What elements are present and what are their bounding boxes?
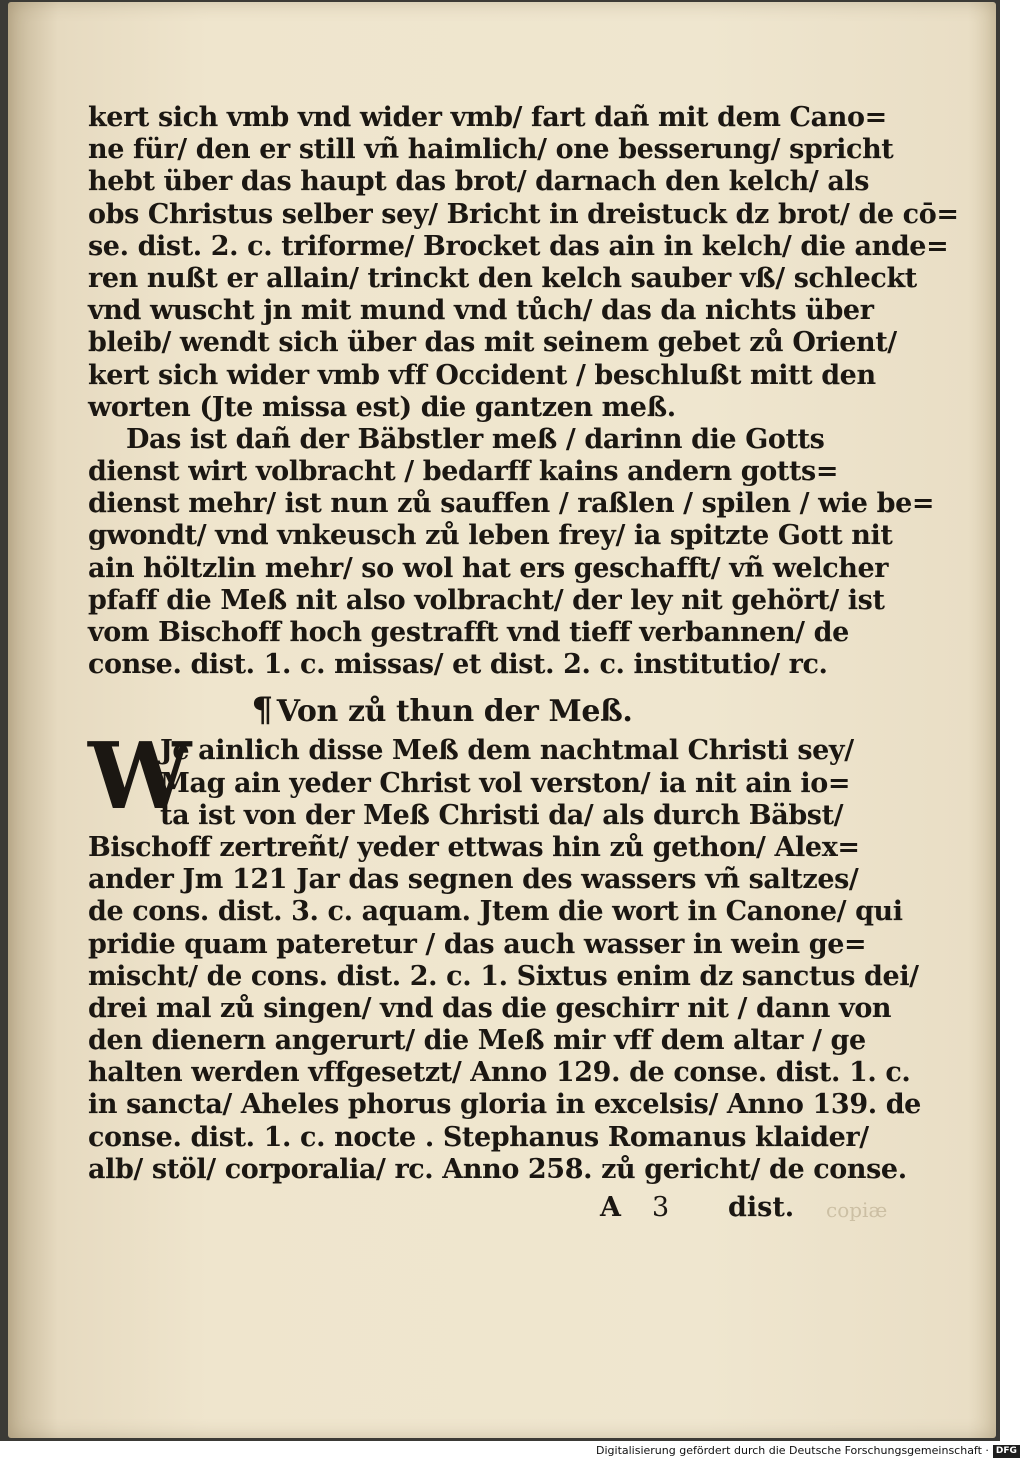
text-line: in sancta/ Aheles phorus gloria in excelsis/ Anno 139. de — [88, 1089, 921, 1121]
section-heading-text: Von zů thun der Meß. — [276, 694, 633, 730]
text-line: halten werden vffgesetzt/ Anno 129. de conse. dist. 1. c. — [88, 1057, 911, 1089]
credit-text: Digitalisierung gefördert durch die Deutsche Forschungsgemeinschaft · — [596, 1444, 989, 1457]
text-line: mischt/ de cons. dist. 2. c. 1. Sixtus enim dz sanctus dei/ — [88, 960, 919, 992]
text-line: vom Bischoff hoch gestrafft vnd tieff verbannen/ de — [88, 617, 849, 648]
paragraph-von-zu-thun — [88, 722, 921, 1186]
text-line: ne für/ den er still vñ haimlich/ one besserung/ spricht — [88, 134, 894, 166]
book-page — [8, 2, 996, 1438]
text-line: hebt über das haupt das brot/ darnach den kelch/ als — [88, 166, 870, 198]
text-line: pfaff die Meß nit also volbracht/ der ley nit gehört/ ist — [88, 584, 885, 616]
text-line: ren nußt er allain/ trinckt den kelch sauber vß/ schleckt — [88, 262, 917, 294]
text-line: Je ainlich disse Meß dem nachtmal Christi sey/ — [160, 735, 854, 767]
digitization-credit — [596, 1441, 1017, 1461]
text-line: ta ist von der Meß Christi da/ als durch Bäbst/ — [160, 799, 844, 831]
text-line: conse. dist. 1. c. nocte . Stephanus Romanus klaider/ — [88, 1121, 869, 1153]
text-line: dienst mehr/ ist nun zů sauffen / raßlen / spilen / wie be= — [88, 488, 935, 520]
pilcrow-mark: ¶ — [251, 690, 273, 731]
bleed-through-text: copiæ — [826, 1198, 888, 1222]
text-line: Bischoff zertreñt/ yeder ettwas hin zů gethon/ Alex= — [88, 831, 860, 863]
text-line: gwondt/ vnd vnkeusch zů leben frey/ ia spitzte Gott nit — [88, 520, 893, 552]
text-line: conse. dist. 1. c. missas/ et dist. 2. c. institutio/ rc. — [88, 649, 828, 681]
text-line: bleib/ wendt sich über das mit seinem gebet zů Orient/ — [88, 327, 897, 359]
text-line: den dienern angerurt/ die Meß mir vff dem altar / ge — [88, 1025, 866, 1057]
signature-mark: A — [600, 1192, 621, 1223]
page-text — [88, 102, 959, 1186]
dfg-logo: DFG — [993, 1445, 1020, 1458]
section-heading — [88, 687, 796, 733]
text-line: dienst wirt volbracht / bedarff kains andern gotts= — [88, 456, 839, 488]
paragraph-bapstler-mess — [88, 423, 935, 682]
text-line: vnd wuscht jn mit mund vnd tůch/ das da nichts über — [88, 295, 874, 327]
text-line: ain höltzlin mehr/ so wol hat ers geschafft/ vñ welcher — [88, 552, 889, 584]
text-line: obs Christus selber sey/ Bricht in dreistuck dz brot/ de cō= — [88, 198, 959, 230]
drop-initial: W — [88, 722, 191, 831]
text-line: alb/ stöl/ corporalia/ rc. Anno 258. zů gericht/ de conse. — [88, 1153, 907, 1185]
page-number: 3 — [652, 1192, 670, 1223]
text-line: worten (Jte missa est) die gantzen meß. — [88, 391, 676, 423]
paragraph-continued — [88, 102, 959, 424]
text-line: kert sich wider vmb vff Occident / beschlußt mitt den — [88, 359, 876, 391]
text-line: pridie quam pateretur / das auch wasser in wein ge= — [88, 928, 867, 960]
text-line: kert sich vmb vnd wider vmb/ fart dañ mit dem Cano= — [88, 102, 887, 133]
text-line: de cons. dist. 3. c. aquam. Jtem die wort in Canone/ qui — [88, 896, 903, 928]
text-line: Das ist dañ der Bäbstler meß / darinn die Gotts — [126, 423, 825, 455]
text-line: se. dist. 2. c. triforme/ Brocket das ain in kelch/ die ande= — [88, 230, 949, 262]
text-line: ander Jm 121 Jar das segnen des wassers vñ saltzes/ — [88, 864, 859, 896]
text-line: drei mal zů singen/ vnd das die geschirr nit / dann von — [88, 992, 892, 1024]
catchword: dist. — [728, 1192, 795, 1223]
text-line: Mag ain yeder Christ vol verston/ ia nit ain io= — [160, 767, 851, 799]
